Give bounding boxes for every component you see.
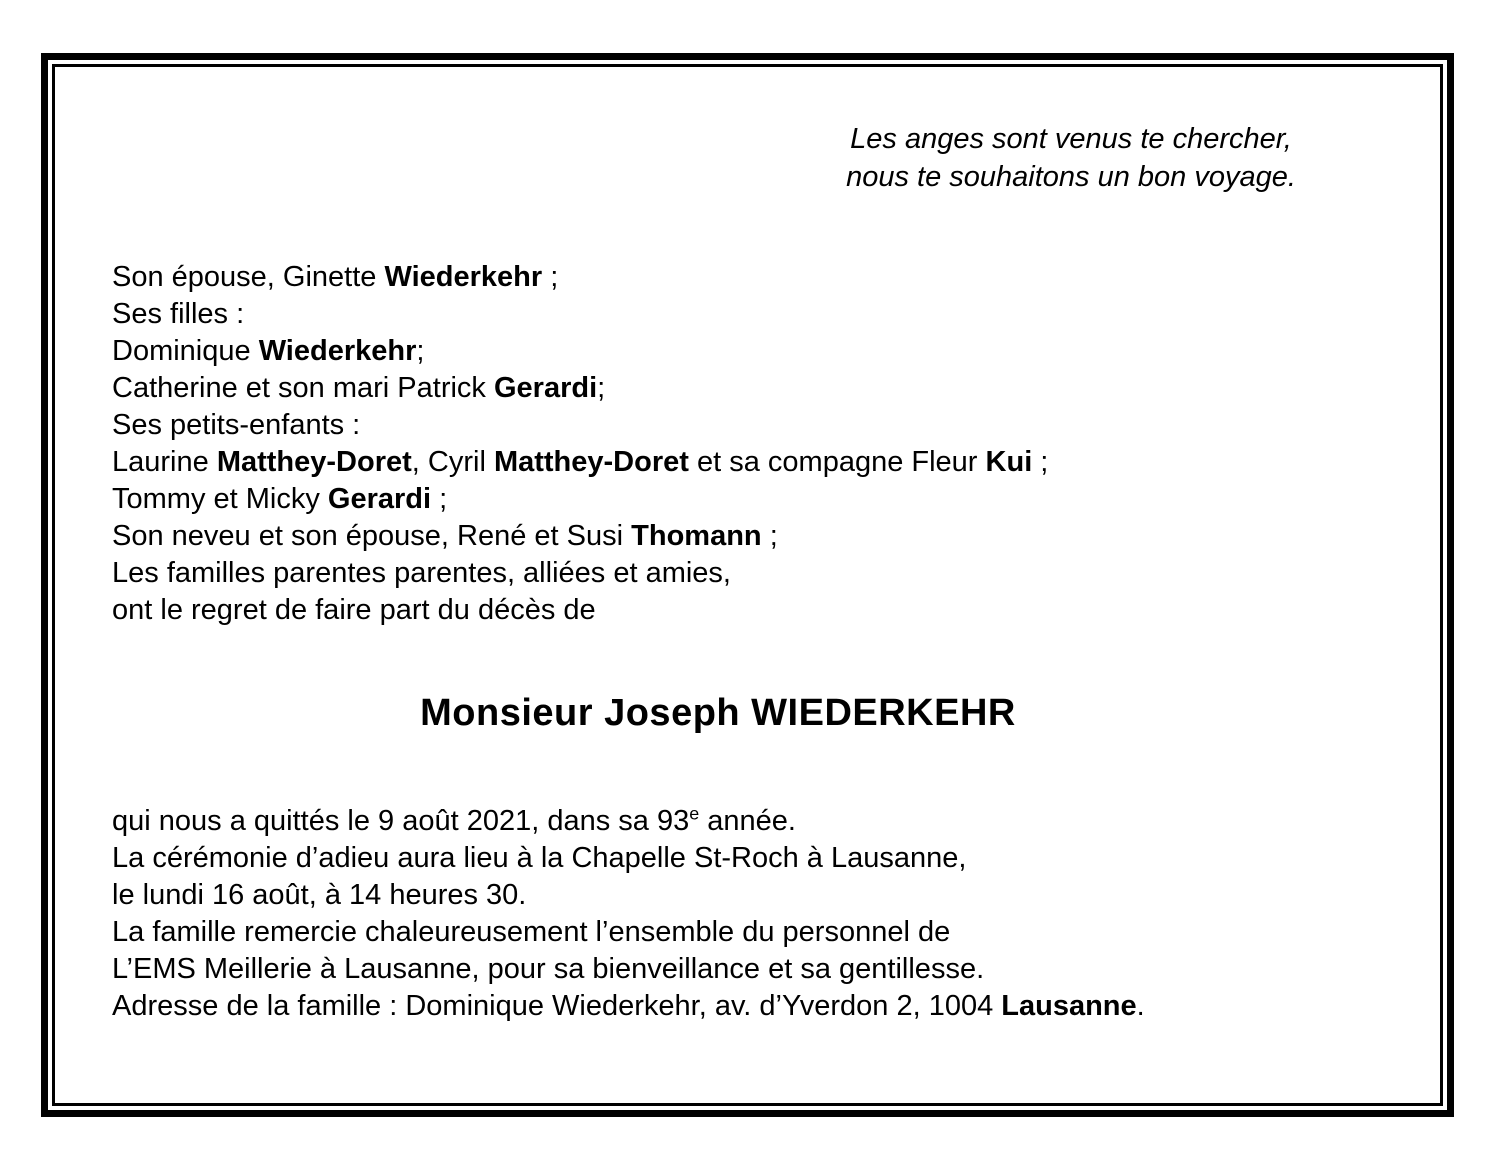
- family-line: [112, 555, 1324, 592]
- text-segment: ;: [416, 335, 425, 367]
- details-line: [112, 877, 1324, 914]
- details-line: [112, 988, 1324, 1025]
- text-segment: Tommy et Micky: [112, 483, 328, 515]
- text-segment: le lundi 16 août, à 14 heures 30.: [112, 879, 527, 911]
- text-segment: Matthey-Doret: [216, 446, 412, 478]
- details-paragraph: [112, 803, 1324, 1025]
- text-segment: ont le regret de faire part du décès de: [112, 594, 596, 626]
- text-segment: Lausanne: [1001, 990, 1137, 1022]
- details-line: [112, 803, 1324, 840]
- epigraph-line-1: Les anges sont venus te chercher,: [850, 123, 1292, 155]
- text-segment: Wiederkehr: [384, 261, 543, 293]
- family-line: [112, 407, 1324, 444]
- text-segment: qui nous a quittés le 9 août 2021, dans sa 93: [112, 805, 690, 837]
- family-line: [112, 333, 1324, 370]
- text-segment: Ses filles :: [112, 298, 245, 330]
- details-line: [112, 951, 1324, 988]
- text-segment: L’EMS Meillerie à Lausanne, pour sa bienveillance et sa gentillesse.: [112, 953, 985, 985]
- details-line: [112, 840, 1324, 877]
- text-segment: Laurine: [112, 446, 217, 478]
- text-segment: Son épouse, Ginette: [112, 261, 385, 293]
- text-segment: Son neveu et son épouse, René et Susi: [112, 520, 632, 552]
- family-line: [112, 444, 1324, 481]
- text-segment: ;: [1032, 446, 1049, 478]
- outer-border-frame: [41, 53, 1454, 1117]
- text-segment: Kui: [985, 446, 1033, 478]
- text-segment: et sa compagne Fleur: [688, 446, 986, 478]
- text-segment: La cérémonie d’adieu aura lieu à la Chapelle St-Roch à Lausanne,: [112, 842, 967, 874]
- text-segment: Les familles parentes parentes, alliées et amies,: [112, 557, 731, 589]
- text-segment: Gerardi: [327, 483, 432, 515]
- text-segment: Catherine et son mari Patrick: [112, 372, 494, 404]
- text-segment: .: [1136, 990, 1145, 1022]
- text-segment: La famille remercie chaleureusement l’ensemble du personnel de: [112, 916, 951, 948]
- text-segment: Ses petits-enfants :: [112, 409, 361, 441]
- family-line: [112, 370, 1324, 407]
- family-line: [112, 296, 1324, 333]
- family-line: [112, 481, 1324, 518]
- inner-border-frame: [52, 64, 1443, 1106]
- text-segment: Gerardi: [493, 372, 598, 404]
- text-segment: Adresse de la famille : Dominique Wiederkehr, av. d’Yverdon 2, 1004: [112, 990, 1002, 1022]
- epigraph-line-2: nous te souhaitons un bon voyage.: [846, 161, 1296, 193]
- family-list: [112, 259, 1324, 629]
- text-segment: Wiederkehr: [258, 335, 417, 367]
- text-segment: Matthey-Doret: [493, 446, 689, 478]
- text-segment: ;: [431, 483, 448, 515]
- text-segment: année.: [699, 805, 796, 837]
- text-segment: ;: [542, 261, 559, 293]
- text-segment: , Cyril: [411, 446, 494, 478]
- deceased-name-title: Monsieur Joseph WIEDERKEHR: [420, 692, 1016, 734]
- text-segment: ;: [761, 520, 778, 552]
- family-line: [112, 259, 1324, 296]
- text-segment: Thomann: [631, 520, 762, 552]
- family-line: [112, 518, 1324, 555]
- announcement-content: [55, 67, 1324, 1025]
- text-segment: e: [689, 803, 700, 824]
- text-segment: Dominique: [112, 335, 259, 367]
- family-line: [112, 592, 1324, 629]
- details-line: [112, 914, 1324, 951]
- epigraph: [811, 120, 1331, 196]
- text-segment: ;: [597, 372, 606, 404]
